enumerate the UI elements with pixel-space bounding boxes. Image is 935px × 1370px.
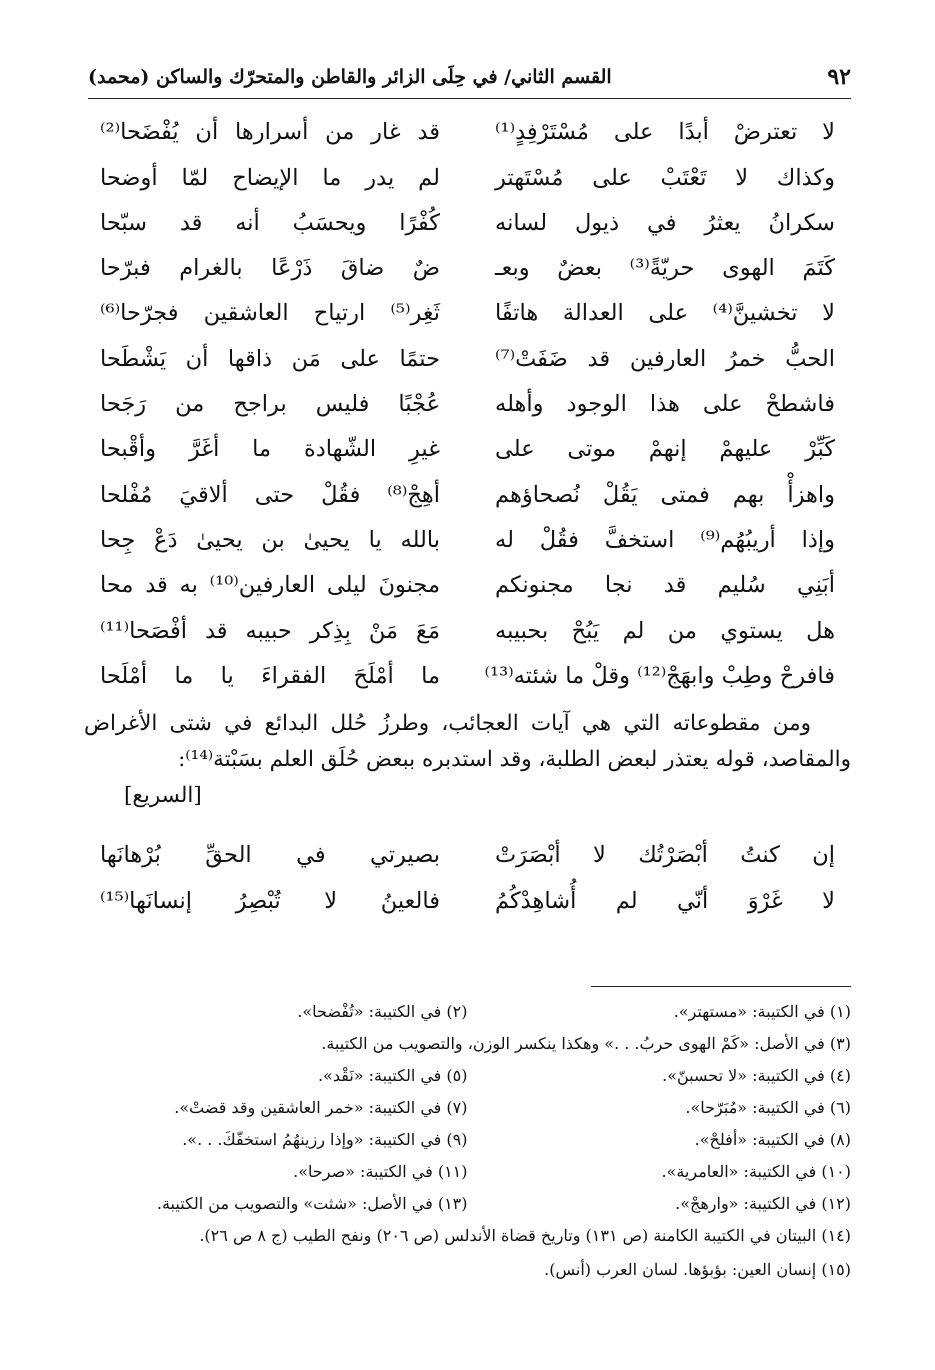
verse-4-first-hemistich: كَتَمَ الهوى حريّةً⁽³⁾ بعضٌ وبعـ <box>495 255 835 282</box>
footnote-13: (١٣) في الأصل: «شثت» والتصويب من الكتيبة. <box>156 1193 468 1213</box>
footnote-row <box>84 995 851 1027</box>
verse-9 <box>100 472 835 517</box>
page-header <box>88 64 851 99</box>
footnote-row <box>84 1059 851 1091</box>
footnote-2: (٢) في الكتيبة: «تُفْضحا». <box>297 1001 468 1021</box>
verse-9-first-hemistich: واهزأْ بهم فمتى يَقُلْ نُصحاؤهم <box>495 481 835 508</box>
verse-b2 <box>100 878 835 923</box>
verse-2 <box>100 155 835 200</box>
footnote-15: (١٥) إنسان العين: بؤبؤها. لسان العرب (أنس). <box>544 1259 851 1279</box>
poem-second <box>100 833 835 924</box>
page-number: ٩٢ <box>827 64 851 90</box>
footnote-row <box>84 1187 851 1219</box>
verse-6-second-hemistich: حتمًا على مَن ذاقها أن يَشْطَحا <box>100 345 440 372</box>
verse-1-first-hemistich: لا تعترضْ أبدًا على مُسْتَرْفِدٍ⁽¹⁾ <box>495 119 835 146</box>
meter-label: [السريع] <box>124 783 202 808</box>
verse-12 <box>100 608 835 653</box>
footnote-10: (١٠) في الكتيبة: «العامرية». <box>661 1161 851 1181</box>
footnote-14: (١٤) البيتان في الكتيبة الكامنة (ص ١٣١) وتاريخ قضاة الأندلس (ص ٢٠٦) ونفح الطيب (ج ٨ ص ٢٦). <box>199 1226 851 1245</box>
footnote-11: (١١) في الكتيبة: «صرحا». <box>293 1161 468 1181</box>
verse-7 <box>100 382 835 427</box>
verse-b1-first-hemistich: إن كنتُ أبْصَرْتُك لا أبْصَرَتْ <box>495 842 835 869</box>
poem-first <box>100 110 835 699</box>
verse-10 <box>100 518 835 563</box>
verse-3 <box>100 201 835 246</box>
verse-11-second-hemistich: مجنونَ ليلى العارفين⁽¹⁰⁾ به قد محا <box>100 572 441 599</box>
prose-text: ومن مقطوعاته التي هي آيات العجائب، وطرزُ حُلل البدائع في شتى الأغراض والمقاصد، قوله يعتذر لبعض الطلبة، وقد استدبره ببعض حُلَق العلم بسَبْتة⁽¹⁴⁾: <box>84 711 851 772</box>
verse-b2-second-hemistich: فالعينُ لا تُبْصِرُ إنسانَها⁽¹⁵⁾ <box>100 887 440 914</box>
verse-3-first-hemistich: سكرانُ يعثرُ في ذيول لسانه <box>495 209 835 236</box>
verse-7-first-hemistich: فاشطحْ على هذا الوجود وأهله <box>495 391 835 418</box>
verse-10-first-hemistich: وإذا أريبُهُم⁽⁹⁾ استخفَّ فقُلْ له <box>495 526 835 553</box>
verse-3-second-hemistich: كُفْرًا ويحسَبُ أنه قد سبّحا <box>100 209 440 236</box>
prose-paragraph <box>84 706 851 814</box>
footnote-row <box>84 1123 851 1155</box>
verse-12-second-hemistich: مَعَ مَنْ بِذِكر حبيبه قد أفْصَحا⁽¹¹⁾ <box>100 617 440 644</box>
verse-9-second-hemistich: أهِجْ⁽⁸⁾ فقُلْ حتى ألاقيَ مُفْلحا <box>100 481 440 508</box>
footnote-row <box>84 1219 851 1253</box>
footnote-9: (٩) في الكتيبة: «وإذا رزينهُمُ استخفّكَ. . .». <box>182 1129 468 1149</box>
verse-8 <box>100 427 835 472</box>
verse-13-first-hemistich: فافرحْ وطِبْ وابهَجْ⁽¹²⁾ وقلْ ما شئته⁽¹³⁾ <box>484 662 835 689</box>
verse-12-first-hemistich: هل يستوي من لم يَبُحْ بحبيبه <box>495 617 835 644</box>
verse-b1 <box>100 833 835 878</box>
footnote-8: (٨) في الكتيبة: «أفلحْ». <box>694 1129 851 1149</box>
footnote-divider <box>591 986 851 987</box>
footnote-3: (٣) في الأصل: «كَمْ الهوى حربُ. . .» وهكذا ينكسر الوزن، والتصويب من الكتيبة. <box>321 1033 851 1053</box>
footnote-row <box>84 1253 851 1285</box>
footnote-row <box>84 1155 851 1187</box>
verse-4 <box>100 246 835 291</box>
verse-8-first-hemistich: كَبِّرْ عليهمْ إنهمْ موتى على <box>495 436 835 463</box>
verse-6 <box>100 336 835 381</box>
footnote-12: (١٢) في الكتيبة: «وارهجْ». <box>675 1193 851 1213</box>
footnote-4: (٤) في الكتيبة: «لا تحسبنّ». <box>662 1065 851 1085</box>
footnotes <box>84 995 851 1285</box>
verse-11-first-hemistich: أبَنِي سُليم قد نجا مجنونكم <box>495 572 835 599</box>
verse-13-second-hemistich: ما أمْلَحَ الفقراءَ يا ما أمْلَحا <box>100 662 440 689</box>
verse-4-second-hemistich: ضٌ ضاقَ ذَرْعًا بالغرام فبرّحا <box>100 255 440 282</box>
footnote-row <box>84 1091 851 1123</box>
verse-b1-second-hemistich: بصيرتي في الحقِّ بُرْهانَها <box>100 842 440 869</box>
footnote-5: (٥) في الكتيبة: «نَقْد». <box>317 1065 468 1085</box>
verse-6-first-hemistich: الحبُّ خمرُ العارفين قد ضَفَتْ⁽⁷⁾ <box>495 345 835 372</box>
verse-11 <box>100 563 835 608</box>
running-head: القسم الثاني/ في حِلَى الزائر والقاطن والمتحرّك والساكن (محمد) <box>88 66 612 88</box>
footnote-row <box>84 1027 851 1059</box>
verse-b2-first-hemistich: لا غَرْوَ أنّي لم أُشاهِدْكُمُ <box>495 887 835 914</box>
verse-2-second-hemistich: لم يدر ما الإيضاح لمّا أوضحا <box>100 164 440 191</box>
verse-2-first-hemistich: وكذاك لا تَعْتَبْ على مُسْتَهتر <box>495 164 835 191</box>
verse-5-first-hemistich: لا تخشينَّ⁽⁴⁾ على العدالة هاتفًا <box>495 300 835 327</box>
footnote-1: (١) في الكتيبة: «مستهتر». <box>673 1001 851 1021</box>
footnote-6: (٦) في الكتيبة: «مُبَرّحا». <box>685 1097 851 1117</box>
verse-1 <box>100 110 835 155</box>
footnote-7: (٧) في الكتيبة: «خمر العاشقين وقد قضتْ». <box>174 1097 468 1117</box>
verse-13 <box>100 654 835 699</box>
verse-7-second-hemistich: عُجْبًا فليس براجح من رَجَحا <box>100 391 440 418</box>
verse-5 <box>100 291 835 336</box>
verse-1-second-hemistich: قد غار من أسرارها أن يُفْضَحا⁽²⁾ <box>100 119 440 146</box>
verse-10-second-hemistich: بالله يا يحيىٰ بن يحيىٰ دَعْ جِحا <box>100 526 440 553</box>
verse-8-second-hemistich: غيرِ الشّهادة ما أغَرَّ وأقْبحا <box>100 436 440 463</box>
verse-5-second-hemistich: ثَغِر⁽⁵⁾ ارتياح العاشقين فجرّحا⁽⁶⁾ <box>100 300 440 327</box>
